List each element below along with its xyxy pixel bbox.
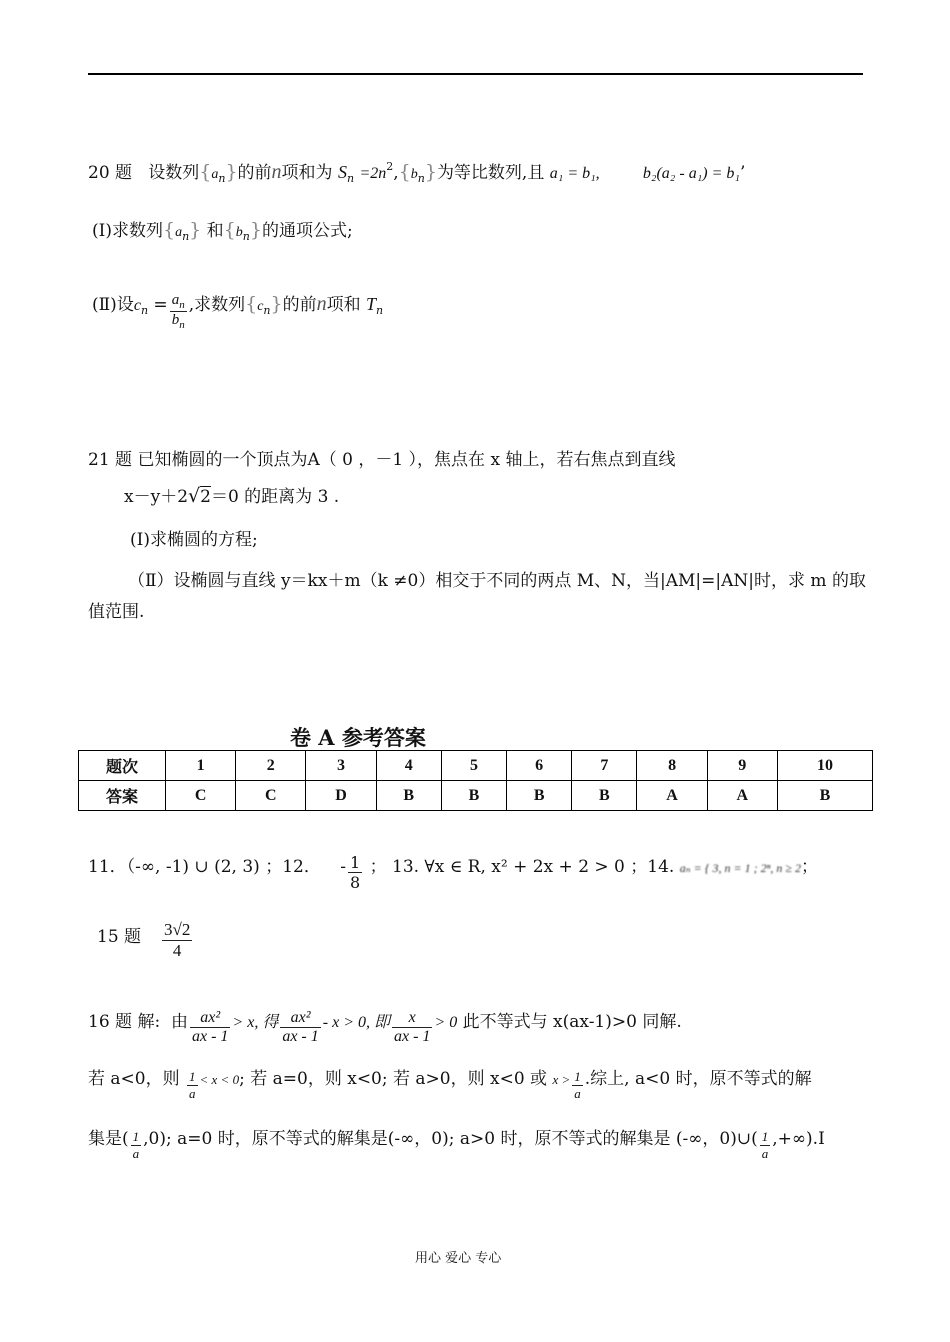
table-cell: 2 <box>236 751 306 781</box>
q21-line2: x－y＋2√2＝0 的距离为 3 . <box>124 485 340 507</box>
q21-line1: 21 题 已知椭圆的一个顶点为A（ 0 ，－1 ），焦点在 x 轴上，若右焦点到直线 <box>88 450 676 470</box>
table-cell: A <box>707 781 777 811</box>
table-cell: 7 <box>572 751 637 781</box>
table-cell: B <box>572 781 637 811</box>
q21-part2-line2: 值范围. <box>88 602 145 622</box>
answer-header-row <box>79 751 873 781</box>
row-header-answer: 答案 <box>79 781 166 811</box>
table-cell: D <box>306 781 376 811</box>
answer-15-label: 15 题 <box>97 927 142 947</box>
answer-table <box>78 750 873 811</box>
row-header-number: 题次 <box>79 751 166 781</box>
table-cell: 9 <box>707 751 777 781</box>
q16-line1: 16 题 解: 由 $\frac{\text{ax²}}{ax - 1}$ > x, 得 $\frac{\text{ax²}}{ax - 1}$ - x > 0, 即 $\frac{x}{ax - 1}$ > 0 此不等式与 x(ax-1)>0 同解. <box>88 1009 682 1045</box>
table-cell: B <box>507 781 572 811</box>
table-cell: B <box>777 781 872 811</box>
table-cell: C <box>236 781 306 811</box>
answer-14-formula: aₙ = { 3, n = 1 ; 2ⁿ, n ≥ 2 <box>679 861 801 875</box>
q20-line1: 20 题 设数列$\{a_n\}$的前n项和为 $S_n =2n^2,\{b_n\}$为等比数列,且 a₁ = b₁, b₂(a₂ - a₁) = b₁’ <box>88 160 746 185</box>
table-cell: 6 <box>507 751 572 781</box>
q20-label: 20 题 <box>88 163 133 183</box>
table-cell: A <box>637 781 707 811</box>
table-cell: B <box>441 781 506 811</box>
table-cell: 5 <box>441 751 506 781</box>
answer-15-value: $\frac{3√2}{4}$ <box>164 920 191 960</box>
table-cell: 10 <box>777 751 872 781</box>
q16-line2: 若 a<0，则 $\frac{1}{a}$ < x < 0; 若 a=0，则 x<0; 若 a>0，则 x<0 或 x > $\frac{1}{a}$ .综上, a<0 时，原不等式的解 <box>88 1069 812 1101</box>
table-cell: C <box>166 781 236 811</box>
table-cell: 1 <box>166 751 236 781</box>
table-cell: 8 <box>637 751 707 781</box>
header-rule <box>88 73 863 75</box>
answer-title: 卷 A 参考答案 <box>290 725 426 750</box>
q20-part2: (Ⅱ)设$c_n$ = $\frac{a_n}{b_n}$ ,求数列$\{c_n\}$的前n项和 $T_n$ <box>92 292 384 331</box>
q16-line3: 集是( $\frac{1}{a}$ ,0); a=0 时，原不等式的解集是(-∞，0); a>0 时，原不等式的解集是 (-∞，0)∪( $\frac{1}{a}$ ,+∞).I <box>88 1129 825 1161</box>
table-cell: 4 <box>376 751 441 781</box>
table-cell: 3 <box>306 751 376 781</box>
q21-part2-line1: （Ⅱ）设椭圆与直线 y＝kx＋m（k ≠0）相交于不同的两点 M、N，当|AM|=|AN|时，求 m 的取 <box>128 571 866 591</box>
fill-answers-11-14: 11．（-∞, -1) ∪ (2, 3) ；12． - $\frac{1}{8}$ ； 13. ∀x ∈ R, x² + 2x + 2 > 0 ；14. aₙ = { 3, n = 1 ; 2ⁿ, n ≥ 2； <box>88 853 818 892</box>
q20-part1: (Ⅰ)求数列$\{a_n\}$ 和$\{b_n\}$的通项公式; <box>92 219 353 243</box>
q21-part1: (Ⅰ)求椭圆的方程; <box>130 530 258 550</box>
page-footer: 用心 爱心 专心 <box>415 1251 502 1266</box>
answer-choice-row <box>79 781 873 811</box>
table-cell: B <box>376 781 441 811</box>
